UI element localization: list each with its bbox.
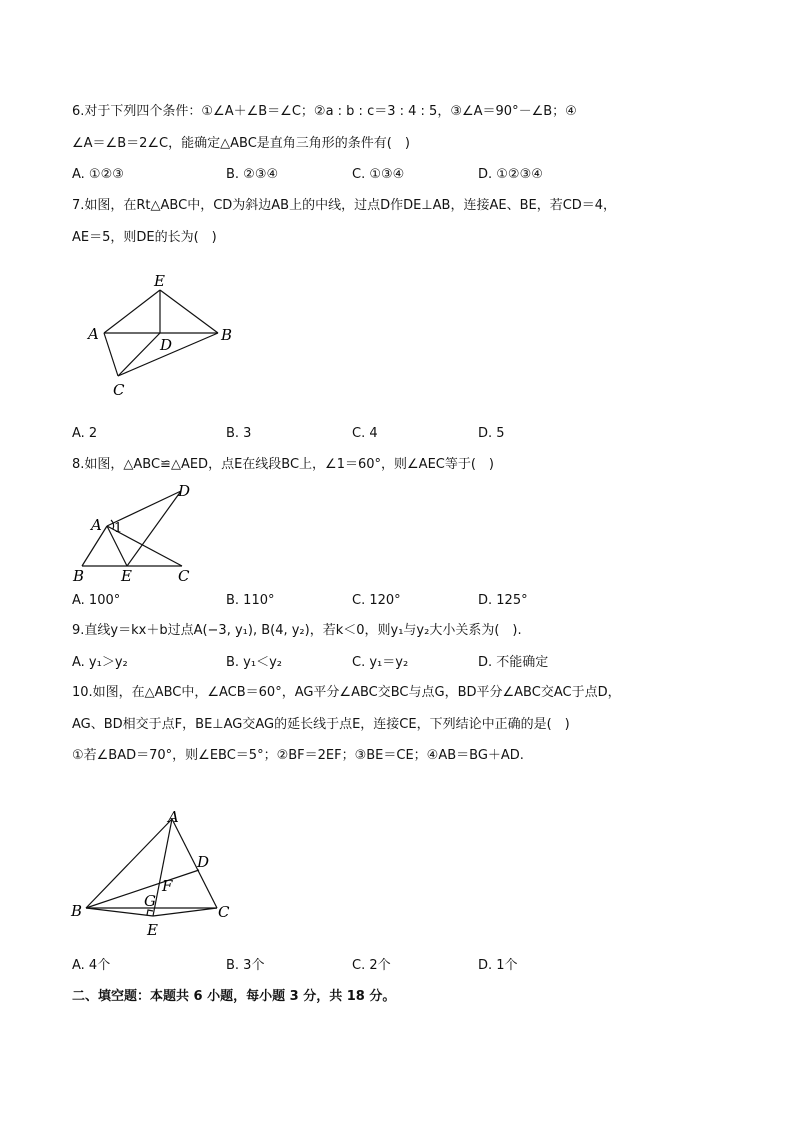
q10-stem-line3: ①若∠BAD＝70°，则∠EBC＝5°；②BF＝2EF；③BE＝CE；④AB＝BG＋AD. [72,748,524,763]
q10-label-d: D [197,853,210,871]
q10-figure [66,808,246,943]
q7-stem-line2: AE＝5，则DE的长为( ) [72,230,217,245]
q7-label-a: A [88,325,99,343]
q10-option-a: A. 4个 [72,958,111,973]
q8-stem-line1: 8.如图，△ABC≌△AED，点E在线段BC上，∠1＝60°，则∠AEC等于( ) [72,457,494,472]
q6-stem-line1: 6.对于下列四个条件：①∠A＋∠B＝∠C；②a : b : c＝3 : 4 : 5，③∠A＝90°－∠B；④ [72,104,577,119]
q6-option-b: B. ②③④ [226,167,279,182]
q7-label-c: C [113,381,125,399]
q6-option-d: D. ①②③④ [478,167,543,182]
q7-option-c: C. 4 [352,426,378,441]
q7-segment-ac [104,333,118,376]
q7-segment-ae [104,290,160,333]
q8-option-d: D. 125° [478,593,528,608]
q10-option-d: D. 1个 [478,958,518,973]
q7-segment-cd [118,333,160,376]
q10-option-b: B. 3个 [226,958,265,973]
q10-segment-ec [153,908,217,916]
q10-label-f: F [162,877,173,895]
q6-option-a: A. ①②③ [72,167,124,182]
q7-label-e: E [154,272,165,290]
q10-right-angle-mark [147,910,153,915]
q8-label-d: D [178,482,191,500]
q7-option-d: D. 5 [478,426,505,441]
q8-option-a: A. 100° [72,593,121,608]
q10-label-a: A [168,808,179,826]
q7-figure [80,268,250,403]
q10-option-c: C. 2个 [352,958,391,973]
q10-label-c: C [218,903,230,921]
q9-stem-line1: 9.直线y＝kx＋b过点A(−3, y₁), B(4, y₂)，若k＜0，则y₁与y₂大小关系为( ). [72,623,522,638]
q7-label-b: B [221,326,233,344]
q8-label-e: E [121,567,132,585]
q10-segment-bd [86,870,199,908]
q10-label-g: G [144,892,156,910]
q8-option-c: C. 120° [352,593,401,608]
q6-option-c: C. ①③④ [352,167,405,182]
q10-stem-line1: 10.如图，在△ABC中，∠ACB＝60°，AG平分∠ABC交BC与点G，BD平分∠ABC交AC于点D， [72,685,621,700]
q8-figure [70,482,210,586]
q7-option-a: A. 2 [72,426,98,441]
q7-option-b: B. 3 [226,426,252,441]
q10-segment-ab [86,819,172,908]
q7-label-d: D [160,336,173,354]
q10-stem-line2: AG、BD相交于点F，BE⊥AG交AG的延长线于点E，连接CE，下列结论中正确的是( ) [72,717,570,732]
q8-label-b: B [73,567,85,585]
section-2-heading: 二、填空题：本题共 6 小题，每小题 3 分，共 18 分。 [72,989,396,1004]
q9-option-d: D. 不能确定 [478,655,549,670]
q8-option-b: B. 110° [226,593,275,608]
q10-label-e: E [147,921,158,939]
q9-option-b: B. y₁＜y₂ [226,655,282,670]
q8-label-1: 1 [114,521,123,536]
q7-segment-eb [160,290,218,333]
q8-label-c: C [178,567,190,585]
q8-label-a: A [91,516,102,534]
q10-segment-be [86,908,153,916]
q10-label-b: B [71,902,83,920]
q9-option-a: A. y₁＞y₂ [72,655,128,670]
q9-option-c: C. y₁＝y₂ [352,655,409,670]
q10-segment-ac [172,819,217,908]
q6-stem-line2: ∠A＝∠B＝2∠C，能确定△ABC是直角三角形的条件有( ) [72,136,410,151]
q8-segment-ed [127,491,181,566]
q7-stem-line1: 7.如图，在Rt△ABC中，CD为斜边AB上的中线，过点D作DE⊥AB，连接AE、BE，若CD＝4， [72,198,617,213]
